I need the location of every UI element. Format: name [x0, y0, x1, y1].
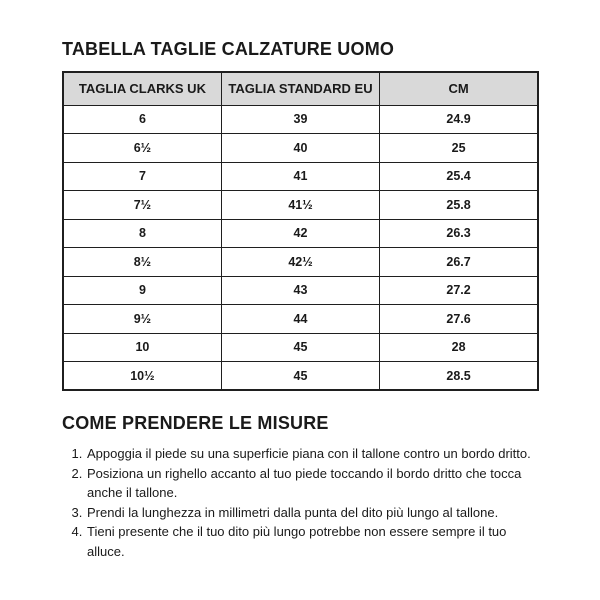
table-cell: 26.3 [380, 219, 538, 248]
table-cell: 7½ [63, 191, 221, 220]
table-cell: 8 [63, 219, 221, 248]
table-cell: 25.4 [380, 162, 538, 191]
section-title: COME PRENDERE LE MISURE [62, 413, 329, 433]
table-cell: 25 [380, 134, 538, 163]
table-row [63, 134, 538, 163]
table-cell: 9½ [63, 305, 221, 334]
table-cell: 27.2 [380, 276, 538, 305]
table-header-row [63, 72, 538, 105]
table-cell: 9 [63, 276, 221, 305]
table-cell: 42½ [221, 248, 379, 277]
table-cell: 40 [221, 134, 379, 163]
table-cell: 41½ [221, 191, 379, 220]
table-cell: 10 [63, 333, 221, 362]
size-table-header [63, 72, 538, 105]
column-header-uk: TAGLIA CLARKS UK [63, 72, 221, 105]
table-cell: 45 [221, 333, 379, 362]
table-cell: 28.5 [380, 362, 538, 391]
size-table [62, 71, 539, 391]
size-table-body [63, 105, 538, 390]
table-row [63, 333, 538, 362]
table-row [63, 305, 538, 334]
instruction-item: 4. Tieni presente che il tuo dito più lungo potrebbe non essere sempre il tuo alluce. [86, 522, 540, 561]
table-row [63, 191, 538, 220]
page-title: TABELLA TAGLIE CALZATURE UOMO [62, 39, 395, 59]
table-cell: 8½ [63, 248, 221, 277]
table-cell: 27.6 [380, 305, 538, 334]
table-cell: 7 [63, 162, 221, 191]
table-cell: 6 [63, 105, 221, 134]
instruction-item: 3. Prendi la lunghezza in millimetri dalla punta del dito più lungo al tallone. [86, 503, 540, 523]
instructions-list [68, 444, 540, 561]
table-cell: 6½ [63, 134, 221, 163]
table-cell: 43 [221, 276, 379, 305]
table-cell: 42 [221, 219, 379, 248]
column-header-cm: CM [380, 72, 538, 105]
table-row [63, 362, 538, 391]
table-cell: 10½ [63, 362, 221, 391]
table-cell: 26.7 [380, 248, 538, 277]
column-header-eu: TAGLIA STANDARD EU [221, 72, 379, 105]
table-cell: 41 [221, 162, 379, 191]
table-cell: 28 [380, 333, 538, 362]
table-cell: 44 [221, 305, 379, 334]
instruction-item: 2. Posiziona un righello accanto al tuo piede toccando il bordo dritto che tocca anche il tallone. [86, 464, 540, 503]
table-row [63, 162, 538, 191]
table-cell: 24.9 [380, 105, 538, 134]
instruction-item: 1. Appoggia il piede su una superficie piana con il tallone contro un bordo dritto. [86, 444, 540, 464]
table-cell: 45 [221, 362, 379, 391]
table-cell: 39 [221, 105, 379, 134]
table-cell: 25.8 [380, 191, 538, 220]
table-row [63, 276, 538, 305]
table-row [63, 219, 538, 248]
table-row [63, 105, 538, 134]
table-row [63, 248, 538, 277]
